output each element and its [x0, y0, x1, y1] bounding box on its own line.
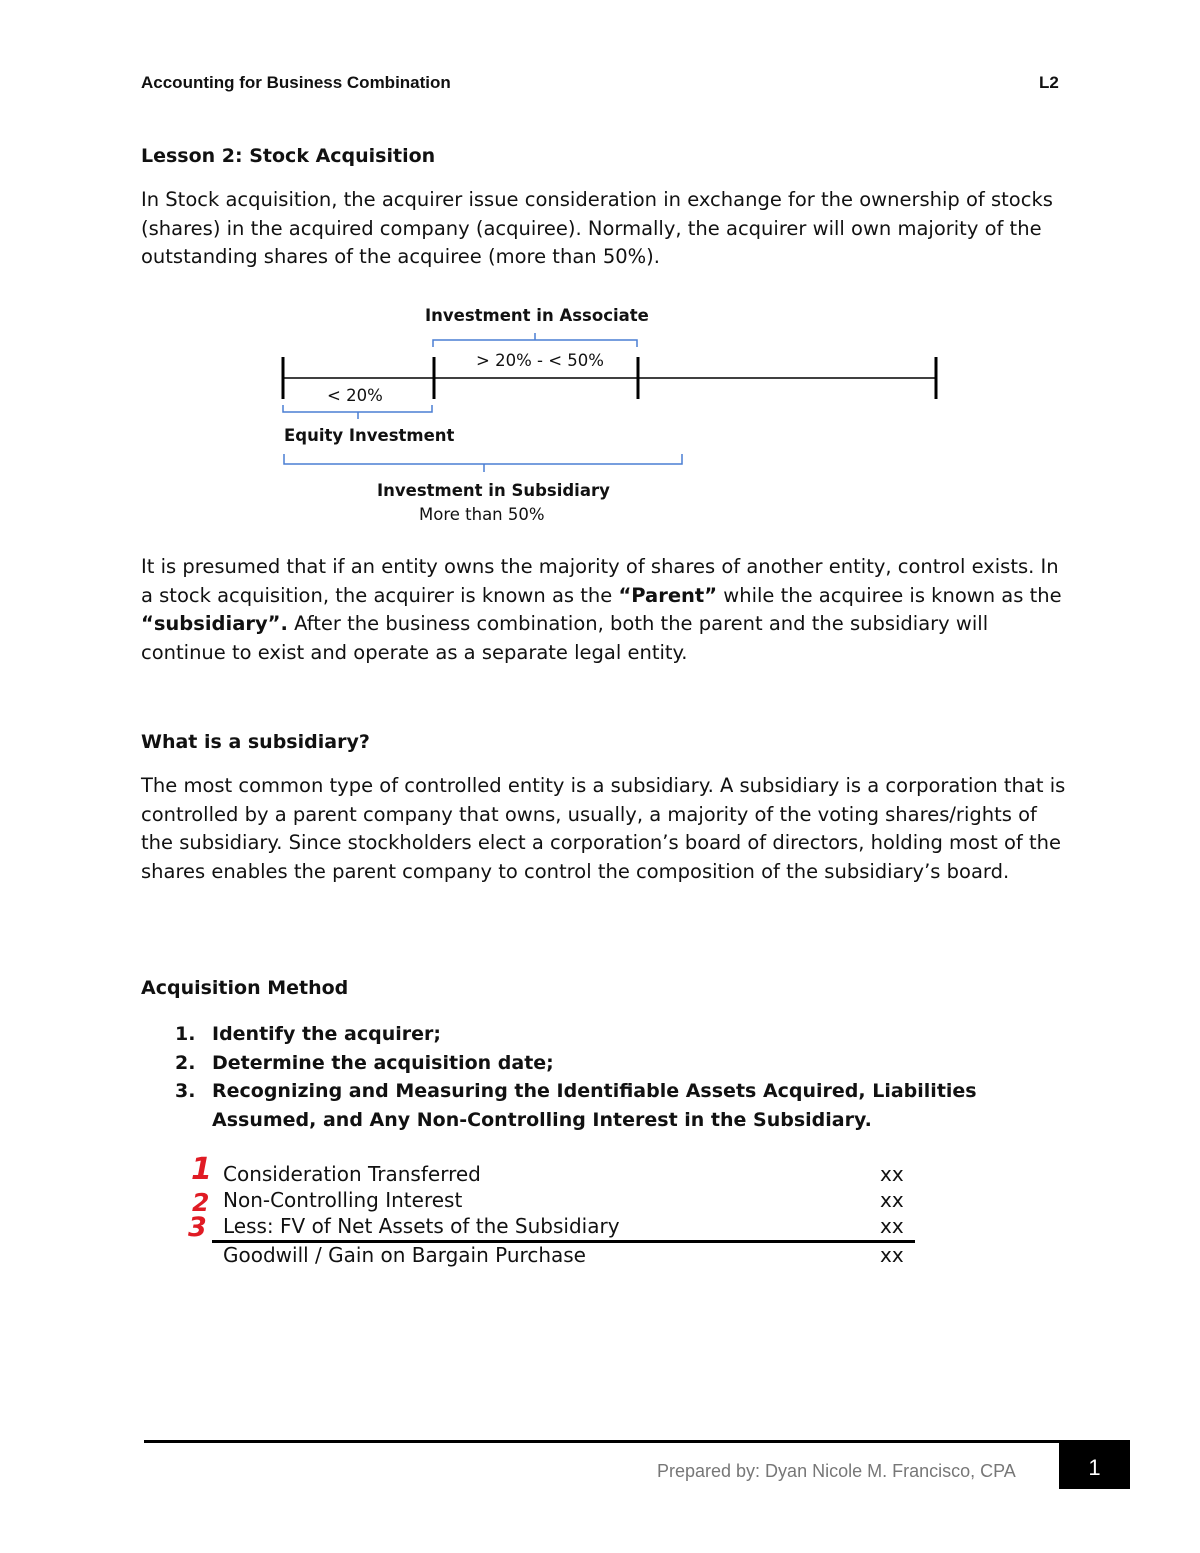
computation-label: Less: FV of Net Assets of the Subsidiary [223, 1214, 620, 1238]
computation-label: Consideration Transferred [223, 1162, 481, 1186]
prepared-by: Prepared by: Dyan Nicole M. Francisco, CPA [657, 1461, 1016, 1481]
method-step [141, 1049, 1061, 1078]
ownership-scale-svg [0, 0, 1200, 540]
annotation-mark-3: 3 [188, 1212, 207, 1243]
lesson-intro: In Stock acquisition, the acquirer issue consideration in exchange for the ownership of stocks (shares) in the acquired company (acquiree). Normally, the acquirer will own majority of the outstanding shares of the acquiree (more than 50%). [141, 188, 1053, 268]
step-text: Determine the acquisition date; [212, 1051, 554, 1074]
computation-value: xx [880, 1188, 904, 1212]
document-header-title: Accounting for Business Combination [141, 73, 451, 92]
control-text-2: while the acquiree is known as the [717, 583, 1062, 607]
ownership-diagram [0, 0, 1200, 540]
method-step [141, 1020, 1061, 1049]
equity-range: < 20% [327, 386, 383, 405]
annotation-mark-1: 1 [191, 1152, 212, 1187]
control-text-1: It is presumed that if an entity owns the majority of shares of another entity, control exists. In a stock acquisition, the acquirer is known as the [141, 555, 1059, 607]
control-text-3: After the business combination, both the parent and the subsidiary will continue to exist and operate as a separate legal entity. [141, 612, 989, 664]
associate-label: Investment in Associate [425, 306, 649, 325]
step-text: Identify the acquirer; [212, 1023, 442, 1045]
document-header-code: L2 [1039, 73, 1059, 92]
step-text: Recognizing and Measuring the Identifiable Assets Acquired, Liabilities Assumed, and Any Non-Controlling Interest in the Subsidiary. [212, 1080, 977, 1131]
subsidiary-range: More than 50% [419, 505, 545, 524]
parent-term: “Parent” [618, 583, 718, 607]
computation-total-value: xx [880, 1243, 904, 1267]
step-number: 3. [175, 1080, 196, 1102]
lesson-title: Lesson 2: Stock Acquisition [141, 145, 436, 167]
footer-rule [144, 1440, 1130, 1443]
computation-row [223, 1214, 913, 1238]
associate-bracket [433, 333, 637, 347]
method-title: Acquisition Method [141, 977, 349, 999]
method-step [141, 1077, 1061, 1134]
subsidiary-label: Investment in Subsidiary [377, 481, 610, 500]
associate-range: > 20% - < 50% [476, 351, 604, 370]
subsidiary-bracket [284, 454, 682, 472]
page-number: 1 [1059, 1443, 1130, 1489]
method-steps-list [141, 1020, 1061, 1134]
subsidiary-section-text: The most common type of controlled entity is a subsidiary. A subsidiary is a corporation that is controlled by a parent company that owns, usually, a majority of the voting shares/rights of the subsidiary. Since stockholders elect a corporation’s board of directors, holding most of the shares enables the parent company to control the composition of the subsidiary’s board. [141, 774, 1066, 883]
control-paragraph [141, 553, 1066, 667]
computation-total-row [223, 1243, 913, 1267]
step-number: 1. [175, 1023, 196, 1045]
computation-value: xx [880, 1214, 904, 1238]
computation-row [223, 1162, 913, 1186]
computation-row [223, 1188, 913, 1212]
computation-label: Non-Controlling Interest [223, 1188, 463, 1212]
equity-label: Equity Investment [284, 426, 455, 445]
computation-total-label: Goodwill / Gain on Bargain Purchase [223, 1243, 586, 1267]
annotation-mark-2: 2 [192, 1188, 210, 1217]
equity-bracket [283, 405, 432, 419]
subsidiary-term: “subsidiary”. [141, 612, 288, 635]
computation-value: xx [880, 1162, 904, 1186]
subsidiary-section-title: What is a subsidiary? [141, 731, 370, 753]
step-number: 2. [175, 1051, 196, 1074]
